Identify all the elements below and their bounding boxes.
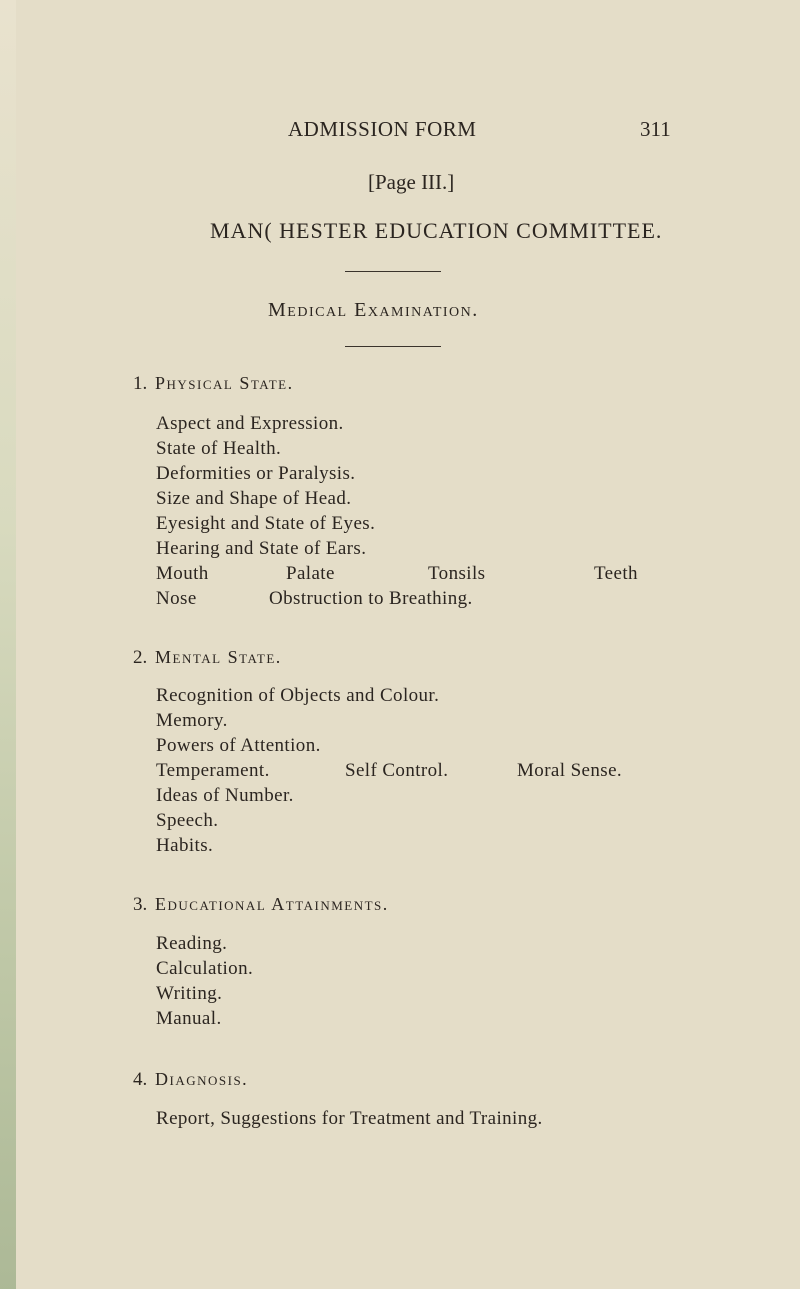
field-self-control: Self Control. bbox=[345, 760, 449, 781]
section-2-number: 2. bbox=[133, 647, 148, 668]
section-1-item: Deformities or Paralysis. bbox=[156, 463, 356, 484]
section-1-title: Physical State. bbox=[155, 373, 294, 393]
field-teeth: Teeth bbox=[594, 563, 638, 584]
section-4-item: Report, Suggestions for Treatment and Training. bbox=[156, 1108, 543, 1129]
divider-rule-bottom bbox=[345, 346, 441, 347]
section-2-item: Memory. bbox=[156, 710, 228, 731]
divider-rule-top bbox=[345, 271, 441, 272]
field-obstruction: Obstruction to Breathing. bbox=[269, 588, 473, 609]
section-3-item: Writing. bbox=[156, 983, 223, 1004]
section-1-number: 1. bbox=[133, 373, 148, 394]
section-3-item: Calculation. bbox=[156, 958, 254, 979]
section-1-item: Size and Shape of Head. bbox=[156, 488, 352, 509]
form-title: Medical Examination. bbox=[268, 299, 479, 321]
field-moral-sense: Moral Sense. bbox=[517, 760, 623, 781]
section-1-item: Eyesight and State of Eyes. bbox=[156, 513, 376, 534]
section-2-item: Ideas of Number. bbox=[156, 785, 294, 806]
section-2-item: Powers of Attention. bbox=[156, 735, 321, 756]
section-2-item: Recognition of Objects and Colour. bbox=[156, 685, 440, 706]
field-mouth: Mouth bbox=[156, 563, 209, 584]
committee-heading: MAN( HESTER EDUCATION COMMITTEE. bbox=[210, 218, 663, 243]
field-tonsils: Tonsils bbox=[428, 563, 486, 584]
section-1-item: State of Health. bbox=[156, 438, 282, 459]
section-1-item: Aspect and Expression. bbox=[156, 413, 344, 434]
section-3-number: 3. bbox=[133, 894, 148, 915]
section-2-item: Speech. bbox=[156, 810, 219, 831]
page-number: 311 bbox=[640, 117, 671, 141]
running-head-title: ADMISSION FORM bbox=[288, 117, 477, 141]
section-3-title: Educational Attainments. bbox=[155, 894, 389, 914]
section-3-item: Reading. bbox=[156, 933, 228, 954]
section-4-number: 4. bbox=[133, 1069, 148, 1090]
field-nose: Nose bbox=[156, 588, 197, 609]
section-2-item: Habits. bbox=[156, 835, 214, 856]
section-3-item: Manual. bbox=[156, 1008, 222, 1029]
section-2-title: Mental State. bbox=[155, 647, 282, 667]
page-label: [Page III.] bbox=[368, 170, 455, 194]
field-temperament: Temperament. bbox=[156, 760, 270, 781]
field-palate: Palate bbox=[286, 563, 335, 584]
section-1-item: Hearing and State of Ears. bbox=[156, 538, 367, 559]
section-4-title: Diagnosis. bbox=[155, 1069, 249, 1089]
